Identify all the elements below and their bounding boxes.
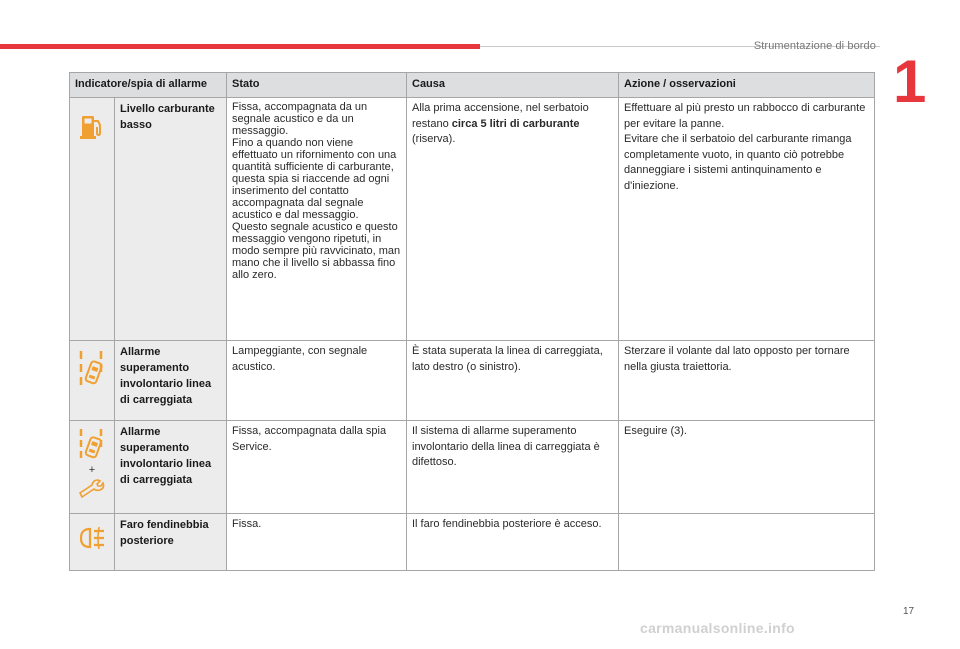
table-header-row: [70, 73, 875, 98]
action-text: [619, 514, 875, 571]
action-text: Sterzare il volante dal lato opposto per tornare nella giusta traiettoria.: [619, 341, 875, 421]
lane-departure-service-icon: [78, 427, 106, 501]
action-text: Eseguire (3).: [619, 421, 875, 514]
icon-cell: [70, 341, 115, 421]
cause-text: Il faro fendinebbia posteriore è acceso.: [407, 514, 619, 571]
state-text: Lampeggiante, con segnale acustico.: [227, 341, 407, 421]
table-row-lane-departure: [70, 341, 875, 421]
rear-fog-lamp-icon: [78, 526, 106, 550]
column-header-indicator: Indicatore/spia di allarme: [70, 73, 227, 98]
indicator-name: Allarme superamento involontario linea di carreggiata: [115, 341, 227, 421]
warning-lights-table: [69, 72, 875, 571]
state-text: Fissa, accompagnata da un segnale acustico e da un messaggio. Fino a quando non viene effettuato un rifornimento con una quantità sufficiente di carburante, questa spia si riaccende ad ogni inserimento del contatto accompagnata dal segnale acustico e dal messaggio. Questo segnale acustico e questo messaggio vengono ripetuti, in modo sempre più ravvicinato, man mano che il livello si abbassa fino allo zero.: [227, 98, 407, 341]
icon-cell: [70, 98, 115, 341]
icon-cell: [70, 421, 115, 514]
wrench-icon: [80, 480, 104, 497]
plus-sign: +: [88, 464, 96, 476]
table-row-lane-departure-fault: [70, 421, 875, 514]
table-row-rear-fog-lamp: [70, 514, 875, 571]
indicator-name: Livello carburante basso: [115, 98, 227, 341]
watermark: carmanualsonline.info: [640, 620, 795, 636]
cause-text: È stata superata la linea di carreggiata, lato destro (o sinistro).: [407, 341, 619, 421]
indicator-name: Faro fendinebbia posteriore: [115, 514, 227, 571]
section-title: Strumentazione di bordo: [753, 40, 876, 52]
cause-text: Alla prima accensione, nel serbatoio restano circa 5 litri di carburante (riserva).: [407, 98, 619, 341]
cause-highlight: circa 5 litri di carburante: [451, 117, 580, 130]
table-row-low-fuel: [70, 98, 875, 341]
state-text: Fissa, accompagnata dalla spia Service.: [227, 421, 407, 514]
state-text: Fissa.: [227, 514, 407, 571]
cause-text: Il sistema di allarme superamento involontario della linea di carreggiata è difettoso.: [407, 421, 619, 514]
indicator-name: Allarme superamento involontario linea di carreggiata: [115, 421, 227, 514]
chapter-number: 1: [893, 48, 927, 115]
header-accent-bar: [0, 44, 480, 49]
page-number: 17: [903, 606, 915, 617]
column-header-state: Stato: [227, 73, 407, 98]
column-header-cause: Causa: [407, 73, 619, 98]
fuel-pump-icon: [79, 112, 105, 140]
icon-cell: [70, 514, 115, 571]
action-text: Effettuare al più presto un rabbocco di carburante per evitare la panne. Evitare che il serbatoio del carburante rimanga completamente vuoto, in quanto ciò potrebbe danneggiare i sistemi antinquinamento e d'iniezione.: [619, 98, 875, 341]
column-header-action: Azione / osservazioni: [619, 73, 875, 98]
lane-departure-icon: [78, 349, 106, 389]
